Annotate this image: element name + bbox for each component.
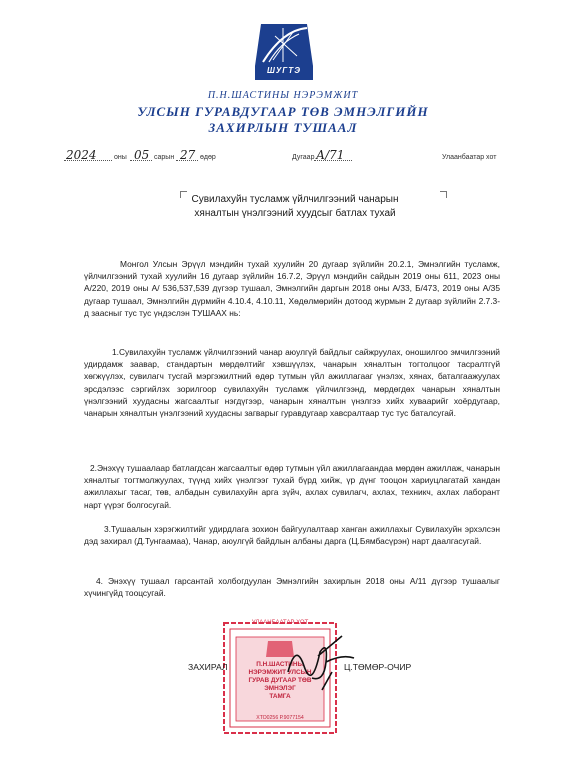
signatory-title: ЗАХИРАЛ [188,662,228,672]
org-main-title: УЛСЫН ГУРАВДУГААР ТӨВ ЭМНЭЛГИЙН [137,104,429,119]
stamp-line-1: П.Н.ШАСТИНЫ [256,661,304,668]
subject-block [180,193,410,221]
document-type-title: ЗАХИРЛЫН ТУШААЛ [208,120,358,135]
subject-corner-right [440,191,447,198]
date-day: 27 [180,148,196,162]
number-label: Дугаар [292,154,315,161]
date-line [0,146,566,166]
date-day-suffix: өдөр [200,154,216,161]
subject-line-2: хяналтын үнэлгээний хуудсыг батлах тухай [194,208,396,219]
order-item-1: 1.Сувилахуйн тусламж үйлчилгээний чанар аюулгүй байдлыг сайжруулах, оношилгоо эмчилгээний удирдамж заавар, стандартын мөрдөлтийг хэвшүүлэх, чанарын хяналтын тогтолцоог тасралтгүй хөгжүүлэх, сувилагч тусгай мэргэжилтний өдөр тутмын үйл ажиллагааг үнэлэх, хянах, баталгаажуулах эрсдэлээс сэргийлэх зорилгоор сувилахуйн тусламж үйлчилгээнд, мөрдөгдөх чанарын хяналтын үнэлгээний хуудасны жагсаалтыг нэгдүгээр, чанарын хяналтын үнэлгээ хийх хуваарийг хоёрдугаар, чанарын хяналтын үнэлгээний хуудасны загварыг гуравдугаар хавсралтаар тус тус баталсугай. [84,347,500,419]
document-number: А/71 [316,148,345,162]
signatory-name: Ц.ТӨМӨР-ОЧИР [344,662,412,672]
stamp-registration: ХТО0256 Р.9077154 [256,715,304,721]
logo-text: ШУГТЭ [267,66,301,75]
date-year: 2024 [66,148,97,162]
date-month-suffix: сарын [154,154,175,161]
date-month: 05 [134,148,150,162]
stamp-line-4: ЭМНЭЛЭГ [264,685,296,692]
subject-line-1: Сувилахуйн тусламж үйлчилгээний чанарын [191,194,399,205]
stamp-line-2: НЭРЭМЖИТ УЛСЫН [248,669,312,676]
order-item-3: 3.Тушаалын хэрэгжилтийг удирдлага зохион байгуулалтаар ханган ажиллахыг Сувилахуйн эрхэлсэн дэд захирал (Д.Тунгаамаа), Чанар, аюулгүй байдлын албаны дарга (Ц.Бямбасүрэн) нарт даалгасугай. [84,524,500,547]
stamp-line-3: ГУРАВ ДУГААР ТӨВ [248,677,312,684]
city-label: Улаанбаатар хот [442,154,497,161]
order-item-2: 2.Энэхүү тушаалаар батлагдсан жагсаалтыг өдөр тутмын үйл ажиллагаандаа мөрдөн ажиллаж, чанарын хяналтыг тогтмолжуулах, түүнд хийх үнэлгээг тухай бүрд хийж, үр дүнг тооцон хариуцлагатай хандан ажиллахыг тасаг, төв, албадын сувилахуйн арга зүйч, ахлах сувилагч, ахлах, техникч, ахлах лаборант нарт үүрэг болгосугай. [84,463,500,510]
preamble-paragraph: Монгол Улсын Эрүүл мэндийн тухай хуулийн 20 дугаар зүйлийн 20.2.1, Эмнэлгийн тусламж, үйлчилгээний тухай хуулийн 16 дугаар зүйлийн 16.7.2, Эрүүл мэндийн сайдын 2019 оны 611, 2023 оны А/220, 2019 оны А/ 536,537,539 дүгээр тушаал, Эмнэлгийн даргын 2018 оны А/33, Б/473, 2019 оны А/35 дугаар тушаал, Эмнэлгийн дүрмийн 4.10.4, 4.10.11, Хөдөлмөрийн дотоод журмын 2 дугаар зүйлийн 2.7.3-д заасныг тус тус үндэслэн ТУШААХ нь: [84,259,500,318]
org-small-title: П.Н.ШАСТИНЫ НЭРЭМЖИТ [207,90,359,101]
order-item-4: 4. Энэхүү тушаал гарсантай холбогдуулан Эмнэлгийн захирлын 2018 оны А/11 дүгээр тушаалыг хүчингүйд тооцсугай. [84,576,500,599]
stamp-top-text: УЛААНБААТАР ХОТ [251,620,309,626]
date-year-suffix: оны [114,154,127,161]
hospital-logo [253,22,315,86]
stamp-line-5: ТАМГА [269,693,291,700]
